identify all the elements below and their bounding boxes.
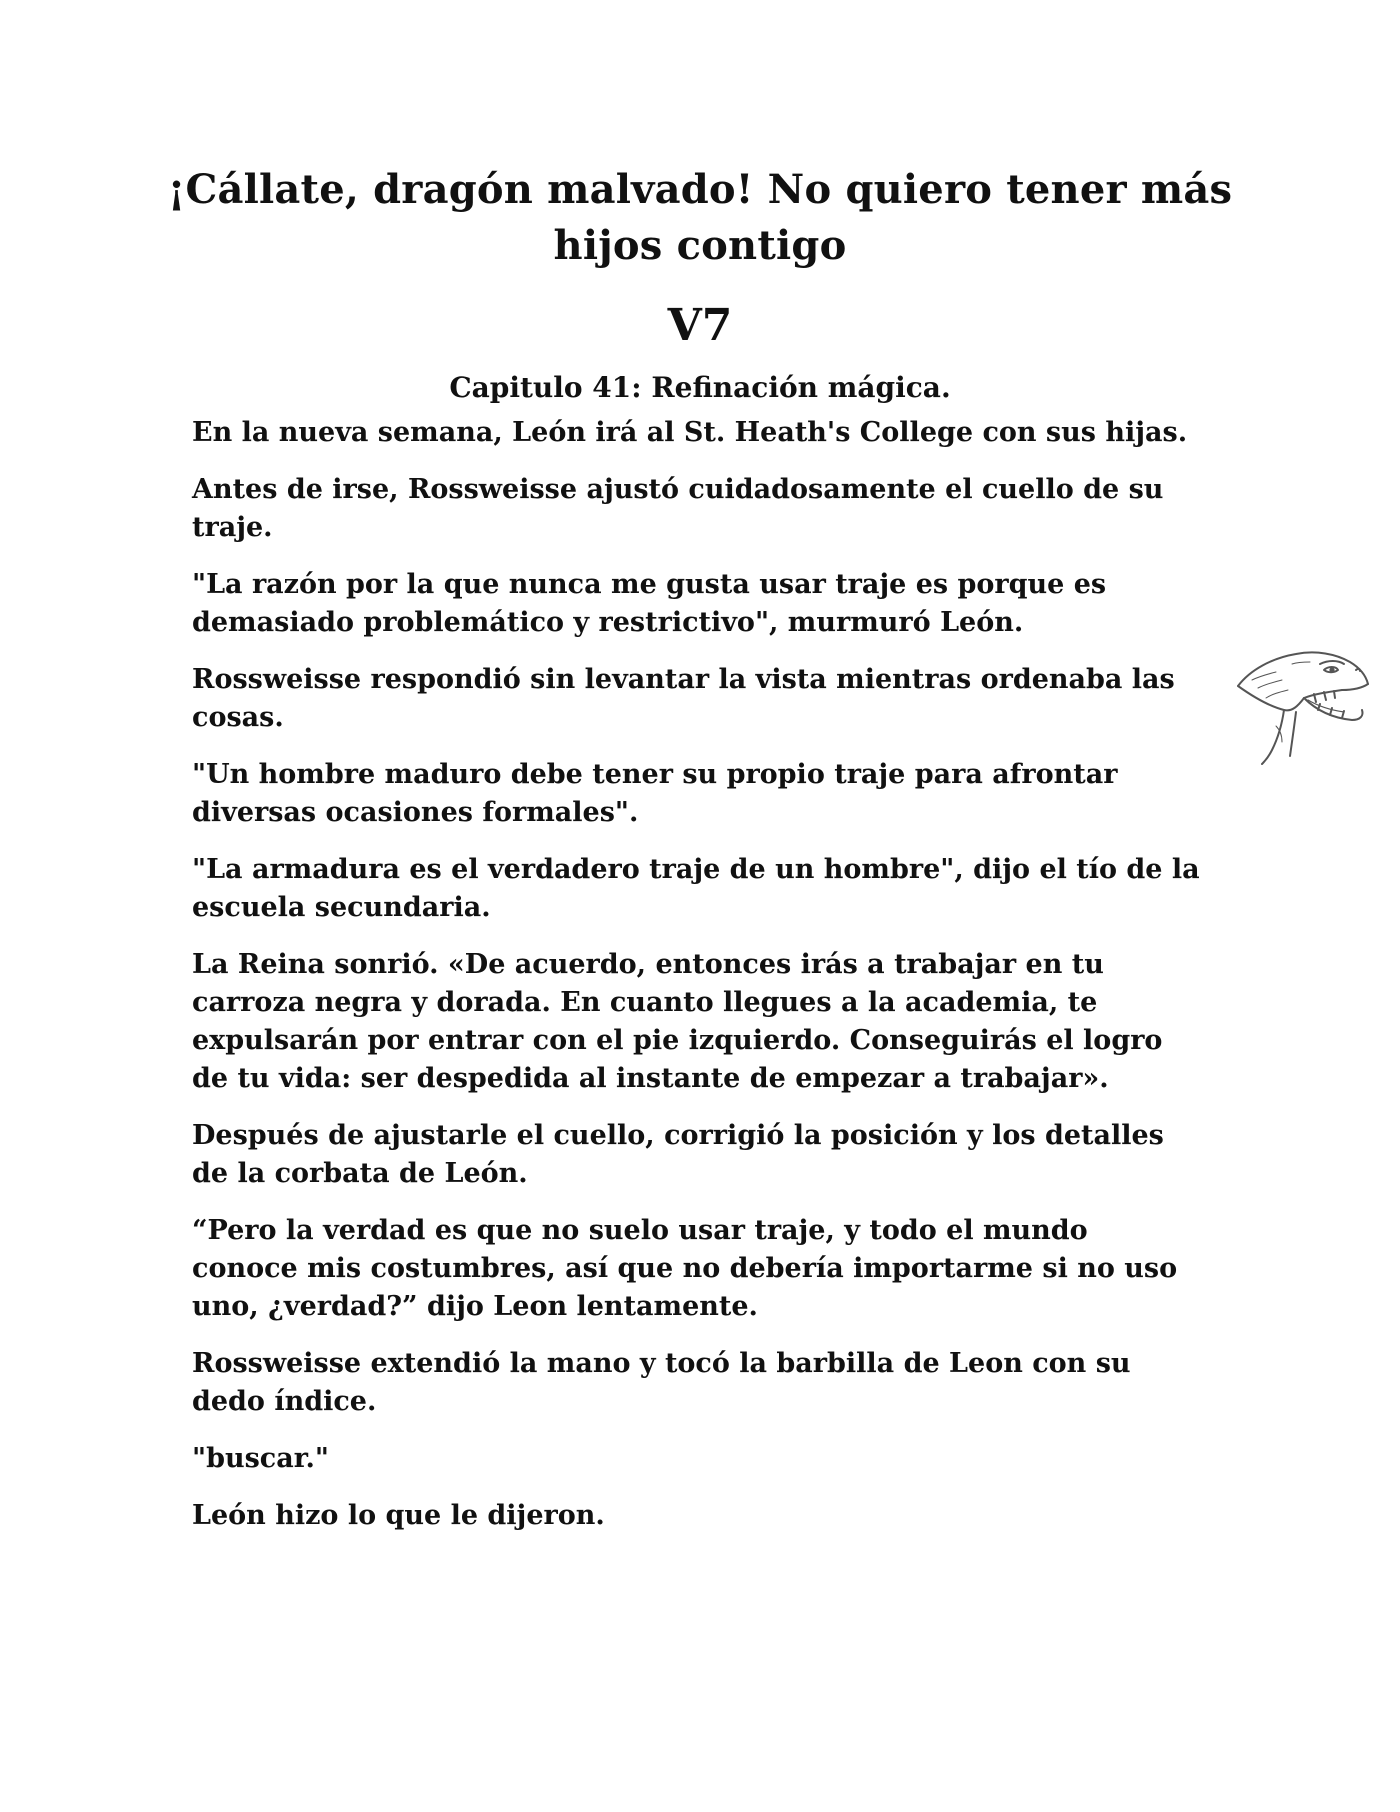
paragraph: "La razón por la que nunca me gusta usar traje es porque es demasiado problemático y restrictivo", murmuró León.: [192, 569, 1107, 638]
document-title: ¡Cállate, dragón malvado! No quiero tener más hijos contigo: [167, 166, 1233, 269]
paragraph: “Pero la verdad es que no suelo usar traje, y todo el mundo conoce mis costumbres, así que no debería importarme si no uso uno, ¿verdad?” dijo Leon lentamente.: [192, 1215, 1178, 1322]
paragraph: "Un hombre maduro debe tener su propio traje para afrontar diversas ocasiones formales".: [192, 759, 1118, 828]
paragraph: León hizo lo que le dijeron.: [192, 1500, 605, 1531]
paragraph: Antes de irse, Rossweisse ajustó cuidadosamente el cuello de su traje.: [192, 474, 1164, 543]
paragraph: "buscar.": [192, 1443, 329, 1474]
header: [150, 162, 1250, 406]
chapter-body: [192, 414, 1202, 1554]
paragraph: "La armadura es el verdadero traje de un hombre", dijo el tío de la escuela secundaria.: [192, 854, 1200, 923]
paragraph: La Reina sonrió. «De acuerdo, entonces irás a trabajar en tu carroza negra y dorada. En cuanto llegues a la academia, te expulsarán por entrar con el pie izquierdo. Conseguirás el logro de tu vida: ser despedida al instante de empezar a trabajar».: [192, 949, 1163, 1094]
chapter-heading: Capitulo 41: Refinación mágica.: [449, 371, 951, 404]
paragraph: Después de ajustarle el cuello, corrigió la posición y los detalles de la corbata de León.: [192, 1120, 1164, 1189]
volume-label: V7: [667, 300, 733, 351]
dinosaur-head-icon: [1232, 640, 1372, 766]
paragraph: Rossweisse respondió sin levantar la vista mientras ordenaba las cosas.: [192, 664, 1175, 733]
paragraph: Rossweisse extendió la mano y tocó la barbilla de Leon con su dedo índice.: [192, 1348, 1131, 1417]
paragraph: En la nueva semana, León irá al St. Heath's College con sus hijas.: [192, 417, 1188, 448]
